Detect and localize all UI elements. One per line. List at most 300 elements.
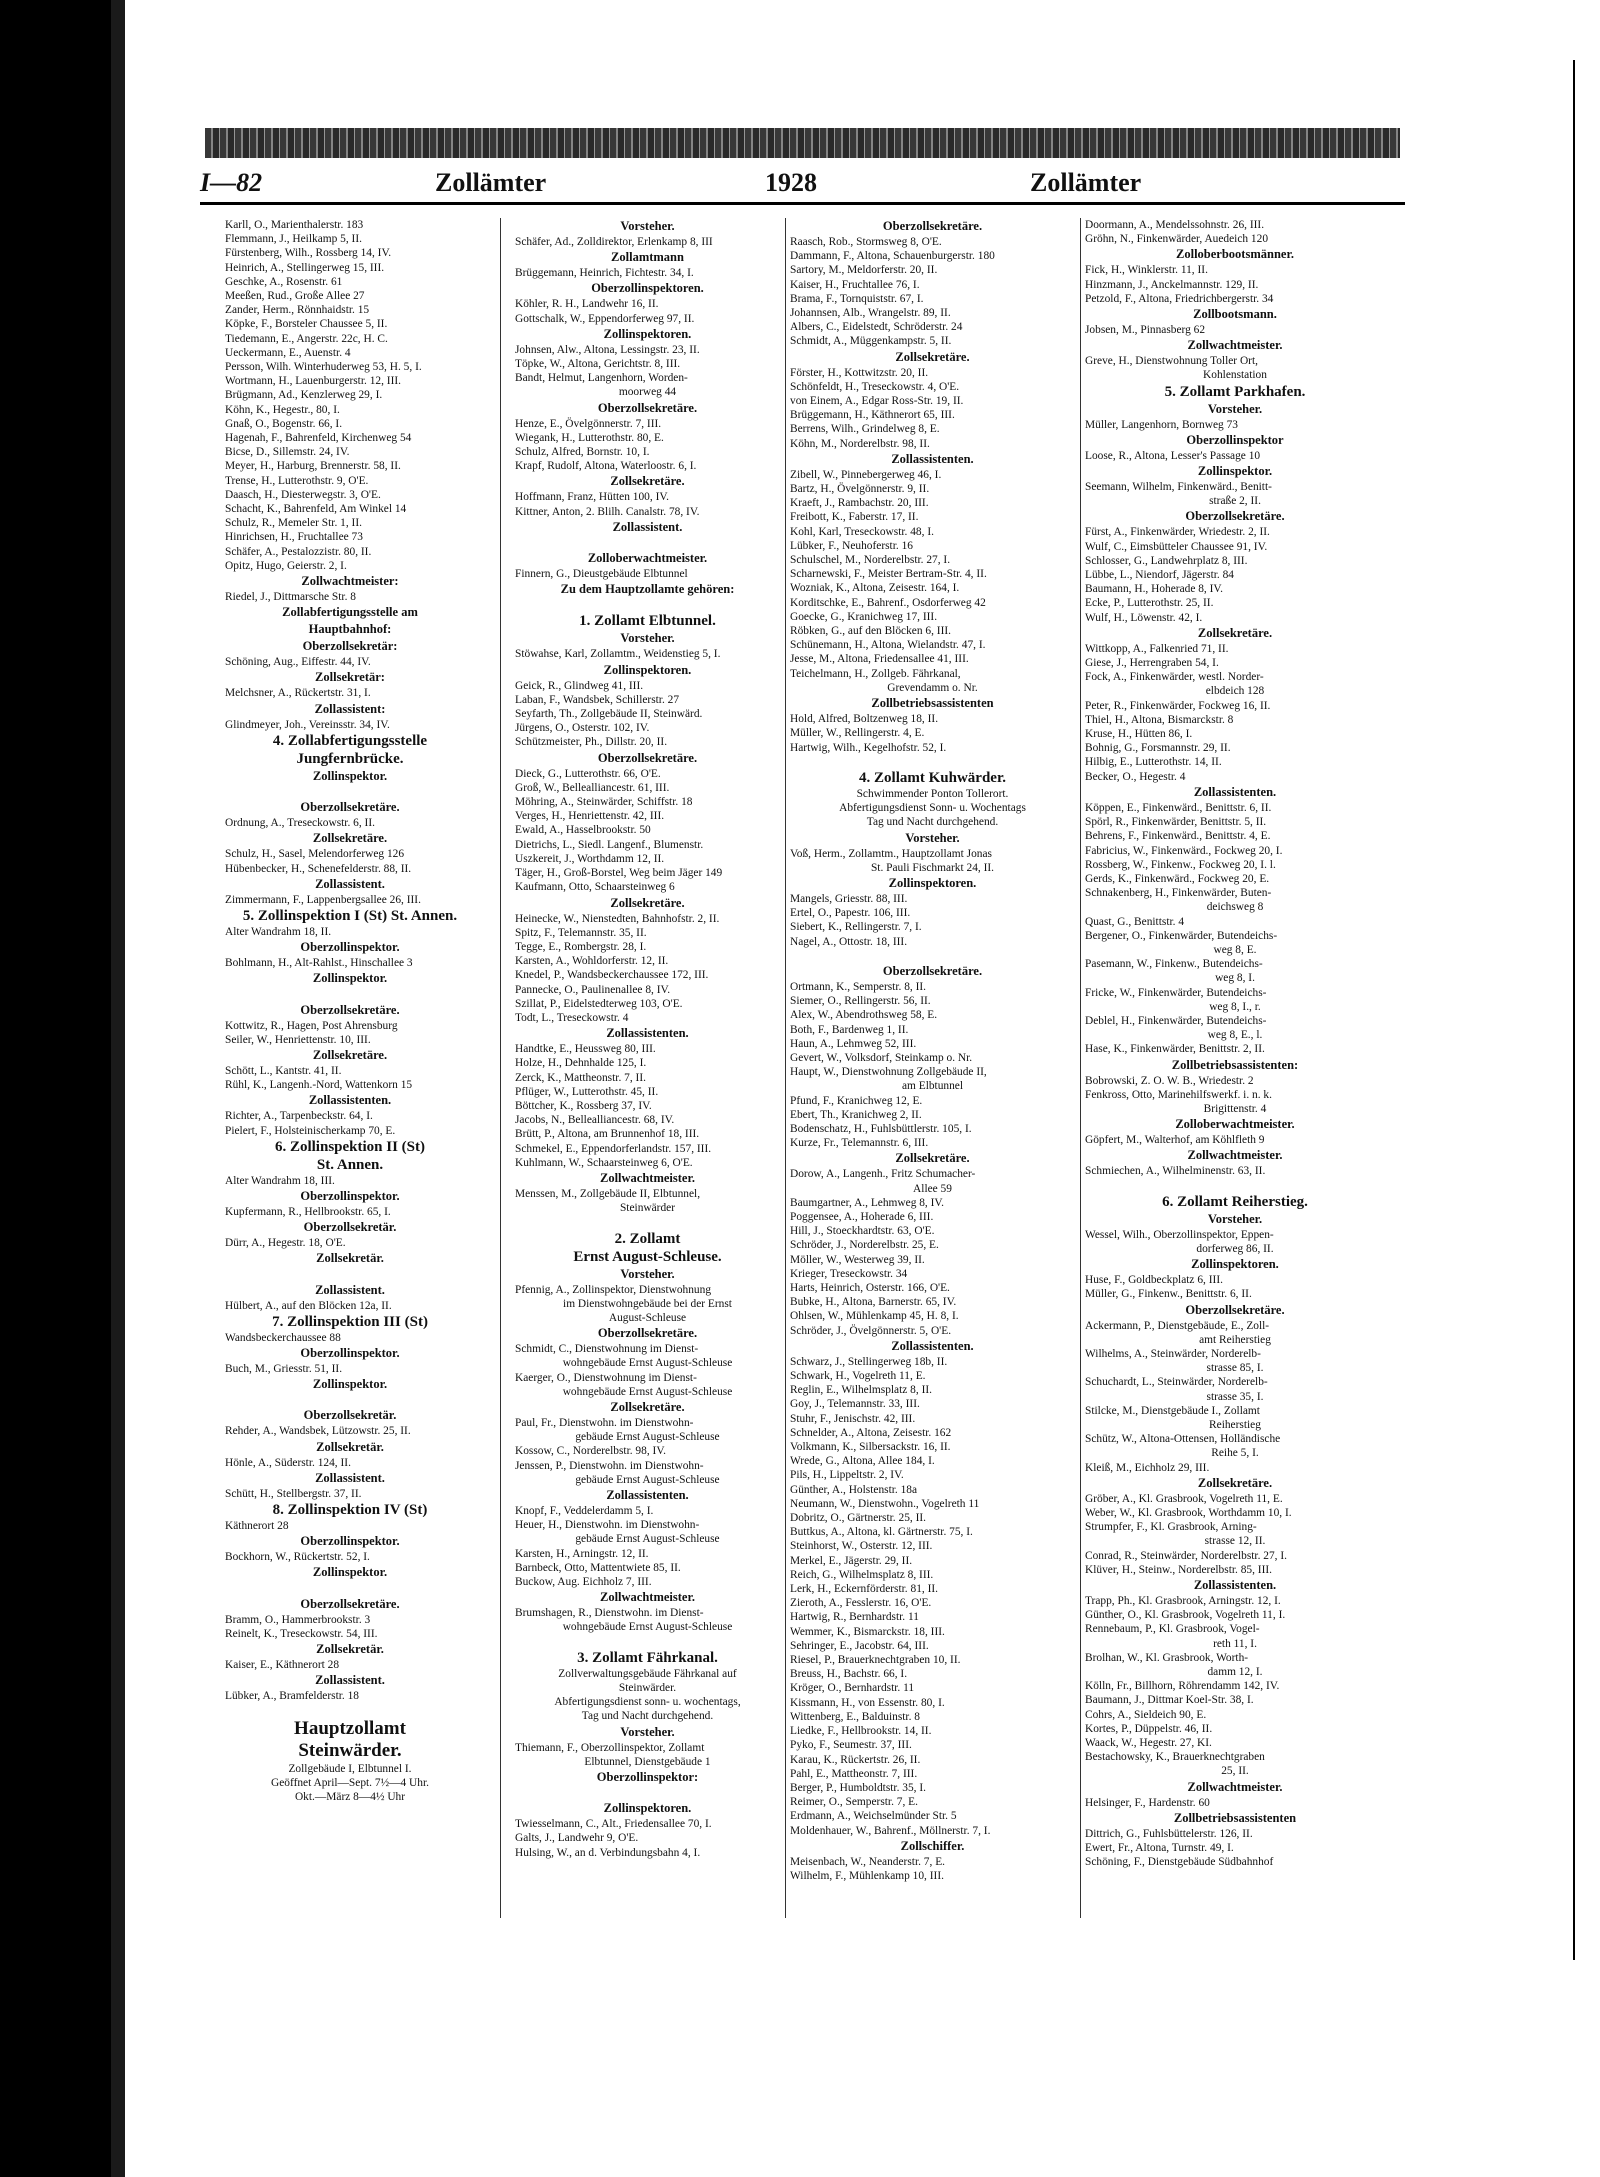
directory-entry: Paul, Fr., Dienstwohn. im Dienstwohn-: [515, 1416, 694, 1429]
directory-entry: Hilbig, E., Lutterothstr. 14, II.: [1085, 756, 1222, 769]
section-heading: Oberzollinspektor.: [300, 940, 400, 955]
directory-entry: Täger, H., Groß-Borstel, Weg beim Jäger 149: [515, 867, 723, 880]
section-heading: Oberzollsekretär.: [303, 1220, 397, 1235]
directory-entry: Hartwig, Wilh., Kegelhofstr. 52, I.: [790, 741, 947, 754]
directory-entry: Pfennig, A., Zollinspektor, Dienstwohnung: [515, 1283, 712, 1296]
directory-entry: Flemmann, J., Heilkamp 5, II.: [225, 233, 362, 246]
directory-entry: Hartwig, R., Bernhardstr. 11: [790, 1611, 919, 1624]
section-heading: Zollsekretäre.: [610, 474, 685, 489]
section-heading: Zollsekretäre.: [610, 1399, 685, 1414]
directory-entry: Buckow, Aug. Eichholz 7, III.: [515, 1576, 652, 1589]
directory-entry: Bartz, H., Övelgönnerstr. 9, II.: [790, 483, 930, 496]
directory-entry: Trense, H., Lutterothstr. 9, O'E.: [225, 474, 369, 487]
directory-entry: Opitz, Hugo, Geierstr. 2, I.: [225, 559, 347, 572]
section-heading: Vorsteher.: [620, 219, 675, 233]
section-heading: Zollinspektoren.: [603, 662, 692, 677]
directory-entry: Schäfer, A., Pestalozzistr. 80, II.: [225, 545, 372, 558]
directory-entry: Zimmermann, F., Lappenbergsallee 26, III.: [225, 893, 421, 906]
section-heading: Oberzollinspektor.: [300, 1188, 400, 1203]
office-heading: 6. Zollamt Reiherstieg.: [1162, 1193, 1308, 1210]
directory-entry: Schönfeldt, H., Treseckowstr. 4, O'E.: [790, 380, 960, 393]
continuation-line: Brigittenstr. 4: [1203, 1102, 1267, 1115]
directory-entry: Schünemann, H., Altona, Wielandstr. 47, I.: [790, 639, 986, 652]
directory-entry: Brüggemann, H., Käthnerort 65, III.: [790, 409, 955, 422]
directory-entry: Gröber, A., Kl. Grasbrook, Vogelreth 11, E.: [1085, 1492, 1283, 1505]
directory-entry: Geick, R., Glindweg 41, III.: [515, 679, 644, 692]
blank-line: [225, 1393, 475, 1407]
blank-line: [515, 1215, 780, 1229]
section-heading: Vorsteher.: [1207, 401, 1263, 416]
office-heading: 5. Zollamt Parkhafen.: [1164, 383, 1306, 400]
continuation-line: weg 8, I., r.: [1209, 1000, 1261, 1013]
continuation-line: Grevendamm o. Nr.: [887, 681, 978, 694]
directory-entry: Karau, K., Rückertstr. 26, II.: [790, 1753, 921, 1766]
office-heading: 1. Zollamt Elbtunnel.: [579, 613, 716, 630]
section-heading: Vorsteher.: [620, 1266, 675, 1281]
directory-entry: Deblel, H., Finkenwärder, Butendeichs-: [1085, 1014, 1267, 1027]
section-heading: Zollsekretäre.: [1197, 625, 1273, 640]
continuation-line: Zollverwaltungsgebäude Fährkanal auf: [558, 1667, 737, 1680]
directory-entry: Schmekel, E., Eppendorferlandstr. 157, III.: [515, 1142, 712, 1155]
section-heading: Zollwachtmeister.: [599, 1590, 695, 1605]
directory-entry: Riedel, J., Dittmarsche Str. 8: [225, 591, 356, 604]
section-heading: Zollbootsmann.: [1193, 307, 1277, 322]
directory-entry: Müller, W., Rellingerstr. 4, E.: [790, 727, 925, 740]
directory-entry: Dobritz, O., Gärtnerstr. 25, II.: [790, 1512, 927, 1525]
directory-entry: Kaerger, O., Dienstwohnung im Dienst-: [515, 1371, 697, 1384]
continuation-line: weg 8, E.: [1213, 943, 1257, 956]
directory-entry: Knopf, F., Veddelerdamm 5, I.: [515, 1505, 654, 1517]
directory-entry: Kaiser, H., Fruchtallee 76, I.: [790, 278, 920, 291]
office-heading: 4. Zollabfertigungsstelle: [272, 732, 428, 749]
blank-line: [515, 536, 780, 550]
directory-entry: Pahl, E., Mattheonstr. 7, III.: [790, 1767, 918, 1780]
continuation-line: wohngebäude Ernst August-Schleuse: [562, 1357, 733, 1370]
column-2: [515, 218, 780, 1928]
continuation-line: Abfertigungsdienst sonn- u. wochentags,: [554, 1696, 741, 1709]
blank-line: [225, 785, 475, 799]
directory-entry: Breuss, H., Bachstr. 66, I.: [790, 1668, 908, 1681]
directory-entry: Schnelder, A., Altona, Zeisestr. 162: [790, 1426, 952, 1439]
directory-entry: Becker, O., Hegestr. 4: [1085, 770, 1186, 783]
continuation-line: straße 2, II.: [1209, 495, 1261, 508]
directory-entry: Knedel, P., Wandsbeckerchaussee 172, III.: [515, 969, 709, 982]
directory-entry: Siemer, O., Rellingerstr. 56, II.: [790, 995, 931, 1008]
directory-entry: Glindmeyer, Joh., Vereinsstr. 34, IV.: [225, 718, 390, 731]
directory-entry: Greve, H., Dienstwohnung Toller Ort,: [1085, 355, 1258, 368]
directory-entry: Brügmann, Ad., Kenzlerweg 29, I.: [225, 389, 383, 402]
directory-entry: Kissmann, H., von Essenstr. 80, I.: [790, 1696, 945, 1709]
section-heading: Zollassistent.: [315, 1673, 385, 1688]
directory-entry: Johnsen, Alw., Altona, Lessingstr. 23, II.: [515, 343, 700, 356]
continuation-line: Abfertigungsdienst Sonn- u. Wochentags: [839, 802, 1026, 815]
continuation-line: strasse 12, II.: [1204, 1535, 1266, 1548]
continuation-line: Okt.—März 8—4½ Uhr: [294, 1791, 406, 1803]
directory-entry: Günther, A., Holstenstr. 18a: [790, 1483, 918, 1496]
section-heading: Zu dem Hauptzollamte gehören:: [560, 582, 735, 597]
directory-entry: Zander, Herm., Rönnhaidstr. 15: [225, 304, 370, 317]
office-heading: Jungfernbrücke.: [296, 750, 404, 767]
directory-entry: Lübker, F., Neuhoferstr. 16: [790, 539, 913, 552]
directory-entry: Stilcke, M., Dienstgebäude I., Zollamt: [1085, 1404, 1260, 1417]
directory-entry: Wilhelms, A., Steinwärder, Norderelb-: [1085, 1347, 1261, 1360]
directory-entry: Hülbert, A., auf den Blöcken 12a, II.: [225, 1299, 392, 1312]
directory-entry: Kleiß, M., Eichholz 29, III.: [1085, 1461, 1210, 1474]
column-1: [225, 218, 475, 1928]
section-heading: Oberzollsekretäre.: [597, 750, 698, 765]
directory-entry: Kittner, Anton, 2. Blilh. Canalstr. 78, IV.: [515, 505, 700, 518]
continuation-line: gebäude Ernst August-Schleuse: [575, 1473, 720, 1486]
continuation-line: damm 12, I.: [1207, 1666, 1263, 1679]
section-heading: Zollinspektor.: [312, 768, 388, 783]
directory-entry: Gnaß, O., Bogenstr. 66, I.: [225, 417, 343, 430]
section-heading: Zollassistent.: [315, 1470, 385, 1485]
section-heading: Oberzollsekretäre.: [300, 800, 400, 815]
continuation-line: Elbtunnel, Dienstgebäude 1: [584, 1755, 711, 1768]
section-heading: Zollassistenten.: [606, 1026, 689, 1041]
directory-entry: Wrede, G., Altona, Allee 184, I.: [790, 1455, 935, 1468]
section-heading: Zollassistenten.: [308, 1093, 392, 1108]
directory-entry: Berrens, Wilh., Grindelweg 8, E.: [790, 423, 940, 436]
continuation-line: elbdeich 128: [1205, 685, 1265, 698]
blank-line: [790, 755, 1075, 769]
directory-entry: Hold, Alfred, Boltzenweg 18, II.: [790, 713, 939, 726]
directory-entry: Kurze, Fr., Telemannstr. 6, III.: [790, 1137, 929, 1150]
directory-entry: Günther, O., Kl. Grasbrook, Vogelreth 11, I.: [1085, 1609, 1286, 1622]
section-heading: Zollbetriebsassistenten: [1173, 1810, 1297, 1825]
continuation-line: August-Schleuse: [608, 1311, 687, 1324]
directory-entry: Dürr, A., Hegestr. 18, O'E.: [225, 1237, 346, 1250]
directory-entry: Freibott, K., Faberstr. 17, II.: [790, 511, 919, 524]
directory-entry: Spörl, R., Finkenwärder, Benittstr. 5, II.: [1085, 816, 1267, 829]
directory-entry: Doormann, A., Mendelssohnstr. 26, III.: [1085, 219, 1265, 231]
directory-entry: Reimer, O., Semperstr. 7, E.: [790, 1796, 918, 1809]
directory-entry: Hübenbecker, H., Schenefelderstr. 88, II.: [225, 862, 412, 875]
directory-entry: Schütt, H., Stellbergstr. 37, II.: [225, 1487, 362, 1500]
directory-entry: Schulschel, M., Norderelbstr. 27, I.: [790, 554, 951, 567]
directory-entry: Schulz, H., Sasel, Melendorferweg 126: [225, 848, 405, 861]
directory-entry: Both, F., Bardenweg 1, II.: [790, 1023, 909, 1036]
directory-entry: Bodenschatz, H., Fuhlsbüttlerstr. 105, I.: [790, 1122, 972, 1135]
directory-entry: Giese, J., Herrengraben 54, I.: [1085, 657, 1219, 670]
directory-entry: Schöning, Aug., Eiffestr. 44, IV.: [225, 656, 371, 669]
directory-entry: Schulz, R., Memeler Str. 1, II.: [225, 517, 362, 530]
directory-entry: Lübbe, L., Niendorf, Jägerstr. 84: [1085, 569, 1234, 582]
directory-entry: Baumann, H., Hoherade 8, IV.: [1085, 583, 1224, 596]
blank-line: [515, 1786, 780, 1800]
directory-entry: Pfund, F., Kranichweg 12, E.: [790, 1094, 923, 1107]
directory-entry: Spitz, F., Telemannstr. 35, II.: [515, 926, 647, 939]
directory-entry: Wittenberg, E., Balduinstr. 8: [790, 1710, 920, 1723]
section-heading: Vorsteher.: [1207, 1211, 1263, 1226]
continuation-line: wohngebäude Ernst August-Schleuse: [562, 1621, 733, 1634]
directory-entry: Helsinger, F., Hardenstr. 60: [1085, 1796, 1210, 1809]
directory-entry: Dittrich, G., Fuhlsbüttelerstr. 126, II.: [1085, 1827, 1253, 1840]
directory-entry: Kossow, C., Norderelbstr. 98, IV.: [515, 1445, 666, 1458]
section-heading: Zollsekretäre.: [1197, 1475, 1273, 1490]
directory-entry: Gröhn, N., Finkenwärder, Auedeich 120: [1085, 233, 1269, 246]
directory-entry: Brama, F., Tornquiststr. 67, I.: [790, 292, 924, 305]
section-heading: Zollassistenten.: [891, 451, 974, 466]
column-3: [790, 218, 1075, 1928]
directory-entry: Thiemann, F., Oberzollinspektor, Zollamt: [515, 1741, 705, 1754]
directory-entry: Wessel, Wilh., Oberzollinspektor, Eppen-: [1085, 1228, 1274, 1241]
directory-entry: Zerck, K., Mattheonstr. 7, II.: [515, 1071, 646, 1084]
section-heading: Oberzollsekretäre.: [882, 219, 983, 233]
section-heading: Zollinspektoren.: [603, 326, 692, 341]
directory-entry: Pasemann, W., Finkenw., Butendeichs-: [1085, 958, 1263, 971]
section-heading: Zollsekretäre.: [895, 1151, 970, 1166]
directory-entry: Schmidt, C., Dienstwohnung im Dienst-: [515, 1343, 699, 1356]
section-heading: Zolloberwachtmeister.: [587, 551, 708, 566]
directory-entry: Köhler, R. H., Landwehr 16, II.: [515, 298, 659, 311]
section-heading: Hauptbahnhof:: [308, 622, 392, 637]
directory-entry: Karsten, H., Arningstr. 12, II.: [515, 1547, 649, 1560]
directory-entry: Poggensee, A., Hoherade 6, III.: [790, 1210, 934, 1223]
continuation-line: Zollgebäude I, Elbtunnel I.: [288, 1762, 412, 1775]
directory-entry: Bobrowski, Z. O. W. B., Wriedestr. 2: [1085, 1074, 1254, 1087]
directory-entry: Hagenah, F., Bahrenfeld, Kirchenweg 54: [225, 432, 412, 445]
directory-entry: Bramm, O., Hammerbrookstr. 3: [225, 1613, 371, 1626]
directory-entry: Barnbeck, Otto, Mattentwiete 85, II.: [515, 1561, 681, 1574]
directory-entry: Köpke, F., Borsteler Chaussee 5, II.: [225, 318, 388, 331]
continuation-line: Steinwärder: [619, 1202, 676, 1215]
directory-entry: Schützmeister, Ph., Dillstr. 20, II.: [515, 736, 668, 749]
section-heading: Zollassistenten.: [1193, 1578, 1277, 1593]
office-heading: 6. Zollinspektion II (St): [274, 1138, 426, 1155]
directory-entry: Laban, F., Wandsbek, Schillerstr. 27: [515, 693, 680, 706]
directory-entry: Seiler, W., Henriettenstr. 10, III.: [225, 1033, 371, 1046]
directory-entry: Volkmann, K., Silbersackstr. 16, II.: [790, 1441, 951, 1454]
directory-entry: Dammann, F., Altona, Schauenburgerstr. 180: [790, 250, 995, 263]
continuation-line: wohngebäude Ernst August-Schleuse: [562, 1385, 733, 1398]
directory-entry: Kaufmann, Otto, Schaarsteinweg 6: [515, 881, 675, 894]
continuation-line: moorweg 44: [618, 386, 677, 399]
directory-entry: Kortes, P., Düppelstr. 46, II.: [1085, 1722, 1213, 1735]
directory-entry: Jacobs, N., Bellealliancestr. 68, IV.: [515, 1114, 675, 1127]
directory-entry: Pyko, F., Seumestr. 37, III.: [790, 1739, 912, 1752]
directory-entry: Twiesselmann, C., Alt., Friedensallee 70, I.: [515, 1818, 712, 1831]
directory-entry: Buch, M., Griesstr. 51, II.: [225, 1362, 343, 1375]
section-heading: Zollassistenten.: [891, 1338, 974, 1353]
office-heading: 7. Zollinspektion III (St): [272, 1313, 428, 1330]
continuation-line: deichsweg 8: [1206, 901, 1264, 914]
section-heading: Zolloberwachtmeister.: [1175, 1117, 1295, 1132]
section-heading: Zollinspektor.: [312, 1377, 388, 1392]
directory-entry: Gevert, W., Volksdorf, Steinkamp o. Nr.: [790, 1051, 973, 1064]
section-heading: Zollassistent.: [315, 1282, 385, 1297]
directory-entry: Erdmann, A., Weichselmünder Str. 5: [790, 1810, 957, 1823]
directory-entry: Krapf, Rudolf, Altona, Waterloostr. 6, I.: [515, 460, 697, 473]
main-office-heading: Steinwärder.: [298, 1739, 402, 1761]
continuation-line: Steinwärder.: [618, 1682, 677, 1695]
directory-entry: Ohlsen, W., Mühlenkamp 45, H. 8, I.: [790, 1310, 959, 1323]
directory-entry: Wozniak, K., Altona, Zeisestr. 164, I.: [790, 582, 960, 595]
directory-entry: Siebert, K., Rellingerstr. 7, I.: [790, 921, 922, 934]
directory-entry: Heinrich, A., Stellingerweg 15, III.: [225, 261, 385, 274]
directory-entry: Quast, G., Benittstr. 4: [1085, 915, 1185, 928]
directory-entry: Rühl, K., Langenh.-Nord, Wattenkorn 15: [225, 1079, 413, 1092]
section-heading: Zollsekretäre.: [610, 895, 685, 910]
directory-entry: Dorow, A., Langenh., Fritz Schumacher-: [790, 1168, 976, 1181]
directory-entry: Lübker, A., Bramfelderstr. 18: [225, 1690, 359, 1703]
section-heading: Vorsteher.: [905, 830, 960, 845]
directory-entry: Kohl, Karl, Treseckowstr. 48, I.: [790, 525, 934, 538]
directory-entry: Töpke, W., Altona, Gerichtstr. 8, III.: [515, 358, 681, 371]
directory-entry: Baumgartner, A., Lehmweg 8, IV.: [790, 1196, 945, 1209]
directory-entry: Hinzmann, J., Anckelmannstr. 129, II.: [1085, 278, 1259, 291]
directory-entry: Ertel, O., Papestr. 106, III.: [790, 907, 911, 920]
directory-entry: Alter Wandrahm 18, II.: [225, 925, 332, 938]
directory-entry: Schöning, F., Dienstgebäude Südbahnhof: [1085, 1856, 1274, 1869]
directory-entry: Buttkus, A., Altona, kl. Gärtnerstr. 75, I.: [790, 1526, 973, 1539]
directory-entry: Conrad, R., Steinwärder, Norderelbstr. 27, I.: [1085, 1549, 1287, 1562]
directory-entry: Sartory, M., Meldorferstr. 20, II.: [790, 264, 938, 277]
directory-entry: Mangels, Griesstr. 88, III.: [790, 892, 908, 905]
directory-entry: Merkel, E., Jägerstr. 29, II.: [790, 1554, 913, 1567]
section-heading: Zollamtmann: [611, 250, 684, 265]
scan-artifact-band: [205, 128, 1400, 158]
directory-entry: Cohrs, A., Sieldeich 90, E.: [1085, 1708, 1207, 1721]
directory-entry: Szillat, P., Eidelstedterweg 103, O'E.: [515, 997, 683, 1010]
section-heading: Zollwachtmeister:: [301, 574, 399, 589]
directory-entry: Wittkopp, A., Falkenried 71, II.: [1085, 642, 1229, 655]
directory-entry: Loose, R., Altona, Lesser's Passage 10: [1085, 449, 1261, 462]
continuation-line: Reihe 5, I.: [1211, 1447, 1259, 1460]
directory-entry: Seyfarth, Th., Zollgebäude II, Steinwärd.: [515, 708, 703, 721]
directory-entry: Bohnig, G., Forsmannstr. 29, II.: [1085, 742, 1231, 755]
section-heading: Zollinspektoren.: [888, 875, 977, 890]
section-heading: Oberzollinspektor:: [596, 1770, 699, 1785]
directory-entry: Reich, G., Wilhelmsplatz 8, III.: [790, 1568, 934, 1581]
directory-entry: Müller, Langenhorn, Bornweg 73: [1085, 418, 1238, 431]
directory-entry: Wandsbeckerchaussee 88: [225, 1331, 341, 1344]
directory-entry: Fick, H., Winklerstr. 11, II.: [1085, 264, 1208, 277]
directory-entry: Goy, J., Telemannstr. 33, III.: [790, 1398, 920, 1411]
directory-entry: Heinecke, W., Nienstedten, Bahnhofstr. 2, II.: [515, 912, 720, 925]
directory-entry: Tiedemann, E., Angerstr. 22c, H. C.: [225, 332, 388, 345]
directory-entry: Peter, R., Finkenwärder, Fockweg 16, II.: [1085, 699, 1271, 712]
directory-entry: Verges, H., Henriettenstr. 42, III.: [515, 810, 665, 823]
continuation-line: strasse 85, I.: [1206, 1362, 1264, 1375]
directory-entry: Böttcher, K., Rossberg 37, IV.: [515, 1099, 652, 1112]
directory-entry: Holze, H., Dehnhalde 125, I.: [515, 1057, 647, 1070]
directory-entry: Behrens, F., Finkenwärd., Benittstr. 4, E.: [1085, 830, 1271, 843]
directory-entry: Kupfermann, R., Hellbrookstr. 65, I.: [225, 1205, 391, 1218]
directory-entry: Wortmann, H., Lauenburgerstr. 12, III.: [225, 375, 402, 388]
directory-entry: Todt, L., Treseckowstr. 4: [515, 1011, 629, 1024]
directory-entry: Petzold, F., Altona, Friedrichbergerstr. 34: [1085, 292, 1274, 305]
section-heading: Zollsekretär:: [315, 670, 385, 685]
continuation-line: weg 8, I.: [1215, 972, 1255, 985]
directory-entry: Ordnung, A., Treseckowstr. 6, II.: [225, 817, 375, 830]
office-heading: 3. Zollamt Fährkanal.: [577, 1649, 718, 1666]
directory-entry: Schröder, J., Norderelbstr. 25, E.: [790, 1239, 939, 1252]
directory-entry: Weber, W., Kl. Grasbrook, Worthdamm 10, I.: [1085, 1507, 1292, 1520]
directory-entry: Schulz, Alfred, Bornstr. 10, I.: [515, 446, 650, 459]
directory-entry: Göpfert, M., Walterhof, am Köhlfleth 9: [1085, 1134, 1265, 1147]
directory-entry: Goecke, G., Kranichweg 17, III.: [790, 610, 938, 623]
directory-entry: Tegge, E., Rombergstr. 28, I.: [515, 940, 647, 953]
section-heading: Vorsteher.: [620, 1724, 675, 1739]
column-4: [1085, 218, 1385, 1928]
directory-entry: Reglin, E., Wilhelmsplatz 8, II.: [790, 1384, 933, 1397]
directory-entry: Teichelmann, H., Zollgeb. Fährkanal,: [790, 667, 961, 680]
section-heading: Oberzollinspektor.: [300, 1534, 400, 1549]
directory-entry: Schuchardt, L., Steinwärder, Norderelb-: [1085, 1376, 1268, 1389]
section-heading: Oberzollsekretäre.: [882, 963, 983, 978]
page-number: I—82: [200, 168, 263, 197]
directory-entry: Hase, K., Finkenwärder, Benittstr. 2, II.: [1085, 1043, 1265, 1056]
section-heading: Oberzollsekretäre.: [300, 1002, 400, 1017]
directory-entry: Pflüger, W., Lutterothstr. 45, II.: [515, 1085, 659, 1098]
section-heading: Oberzollsekretäre.: [597, 400, 698, 415]
directory-entry: Voß, Herm., Zollamtm., Hauptzollamt Jonas: [790, 847, 992, 860]
continuation-line: Tag und Nacht durchgehend.: [581, 1710, 714, 1723]
office-heading: 8. Zollinspektion IV (St): [272, 1501, 428, 1518]
directory-entry: Kröger, O., Bernhardstr. 11: [790, 1682, 915, 1695]
section-heading: Zollsekretäre.: [312, 1047, 388, 1062]
directory-entry: Bergener, O., Finkenwärder, Butendeichs-: [1085, 929, 1278, 942]
section-heading: Zollinspektor.: [1197, 464, 1273, 479]
continuation-line: 25, II.: [1221, 1765, 1249, 1778]
directory-entry: Bockhorn, W., Rückertstr. 52, I.: [225, 1551, 370, 1564]
section-heading: Zollassistenten.: [1193, 784, 1277, 799]
directory-entry: Albers, C., Eidelstedt, Schröderstr. 24: [790, 321, 963, 334]
directory-entry: Jürgens, O., Osterstr. 102, IV.: [515, 722, 650, 735]
directory-entry: Harts, Heinrich, Osterstr. 166, O'E.: [790, 1282, 950, 1294]
directory-entry: Groß, W., Bellealliancestr. 61, III.: [515, 781, 670, 794]
directory-entry: Waack, W., Hegestr. 27, KI.: [1085, 1737, 1212, 1750]
directory-entry: Stuhr, F., Jenischstr. 42, III.: [790, 1412, 916, 1425]
directory-entry: Jenssen, P., Dienstwohn. im Dienstwohn-: [515, 1459, 704, 1472]
directory-entry: Schnakenberg, H., Finkenwärder, Buten-: [1085, 887, 1272, 900]
blank-line: [225, 1267, 475, 1281]
directory-entry: Schäfer, Ad., Zolldirektor, Erlenkamp 8, III: [515, 236, 713, 248]
continuation-line: reth 11, I.: [1213, 1637, 1257, 1650]
directory-entry: Geschke, A., Rosenstr. 61: [225, 275, 343, 288]
section-heading: Zollassistent.: [315, 876, 385, 891]
directory-entry: Kölln, Fr., Billhorn, Röhrendamm 142, IV.: [1085, 1680, 1280, 1693]
directory-entry: Klüver, H., Steinw., Norderelbstr. 85, III.: [1085, 1563, 1273, 1576]
directory-entry: Ackermann, P., Dienstgebäude, E., Zoll-: [1085, 1319, 1270, 1332]
directory-entry: Menssen, M., Zollgebäude II, Elbtunnel,: [515, 1187, 701, 1200]
directory-entry: Haupt, W., Dienstwohnung Zollgebäude II,: [790, 1066, 987, 1079]
directory-entry: Bubke, H., Altona, Barnerstr. 65, IV.: [790, 1296, 957, 1309]
section-heading: Oberzollsekretär.: [303, 1408, 397, 1423]
directory-entry: Fricke, W., Finkenwärder, Butendeichs-: [1085, 986, 1267, 999]
directory-entry: Fenkross, Otto, Marinehilfswerkf. i. n. k.: [1085, 1088, 1272, 1101]
directory-entry: Berger, P., Humboldtstr. 35, I.: [790, 1781, 927, 1794]
continuation-line: strasse 35, I.: [1206, 1390, 1264, 1403]
directory-entry: Köhn, K., Hegestr., 80, I.: [225, 403, 340, 416]
directory-entry: Korditschke, E., Bahrenf., Osdorferweg 42: [790, 596, 986, 609]
blank-line: [225, 1703, 475, 1717]
section-heading: Oberzollsekretäre.: [597, 1326, 698, 1341]
directory-entry: Trapp, Ph., Kl. Grasbrook, Arningstr. 12, I.: [1085, 1595, 1281, 1608]
directory-entry: Schwark, H., Vogelreth 11, E.: [790, 1370, 926, 1383]
continuation-line: Kohlenstation: [1203, 369, 1267, 382]
directory-entry: Brütt, P., Altona, am Brunnenhof 18, III.: [515, 1128, 700, 1141]
directory-entry: Handtke, E., Heussweg 80, III.: [515, 1043, 656, 1056]
section-heading: Oberzollinspektor: [1186, 432, 1284, 447]
section-heading: Zolloberbootsmänner.: [1176, 247, 1294, 262]
directory-entry: Zieroth, A., Fesslerstr. 16, O'E.: [790, 1597, 932, 1610]
directory-entry: Hill, J., Stoeckhardtstr. 63, O'E.: [790, 1225, 935, 1238]
directory-entry: Gottschalk, W., Eppendorferweg 97, II.: [515, 312, 695, 325]
blank-line: [225, 1581, 475, 1595]
directory-entry: Sehringer, E., Jacobstr. 64, III.: [790, 1639, 929, 1652]
